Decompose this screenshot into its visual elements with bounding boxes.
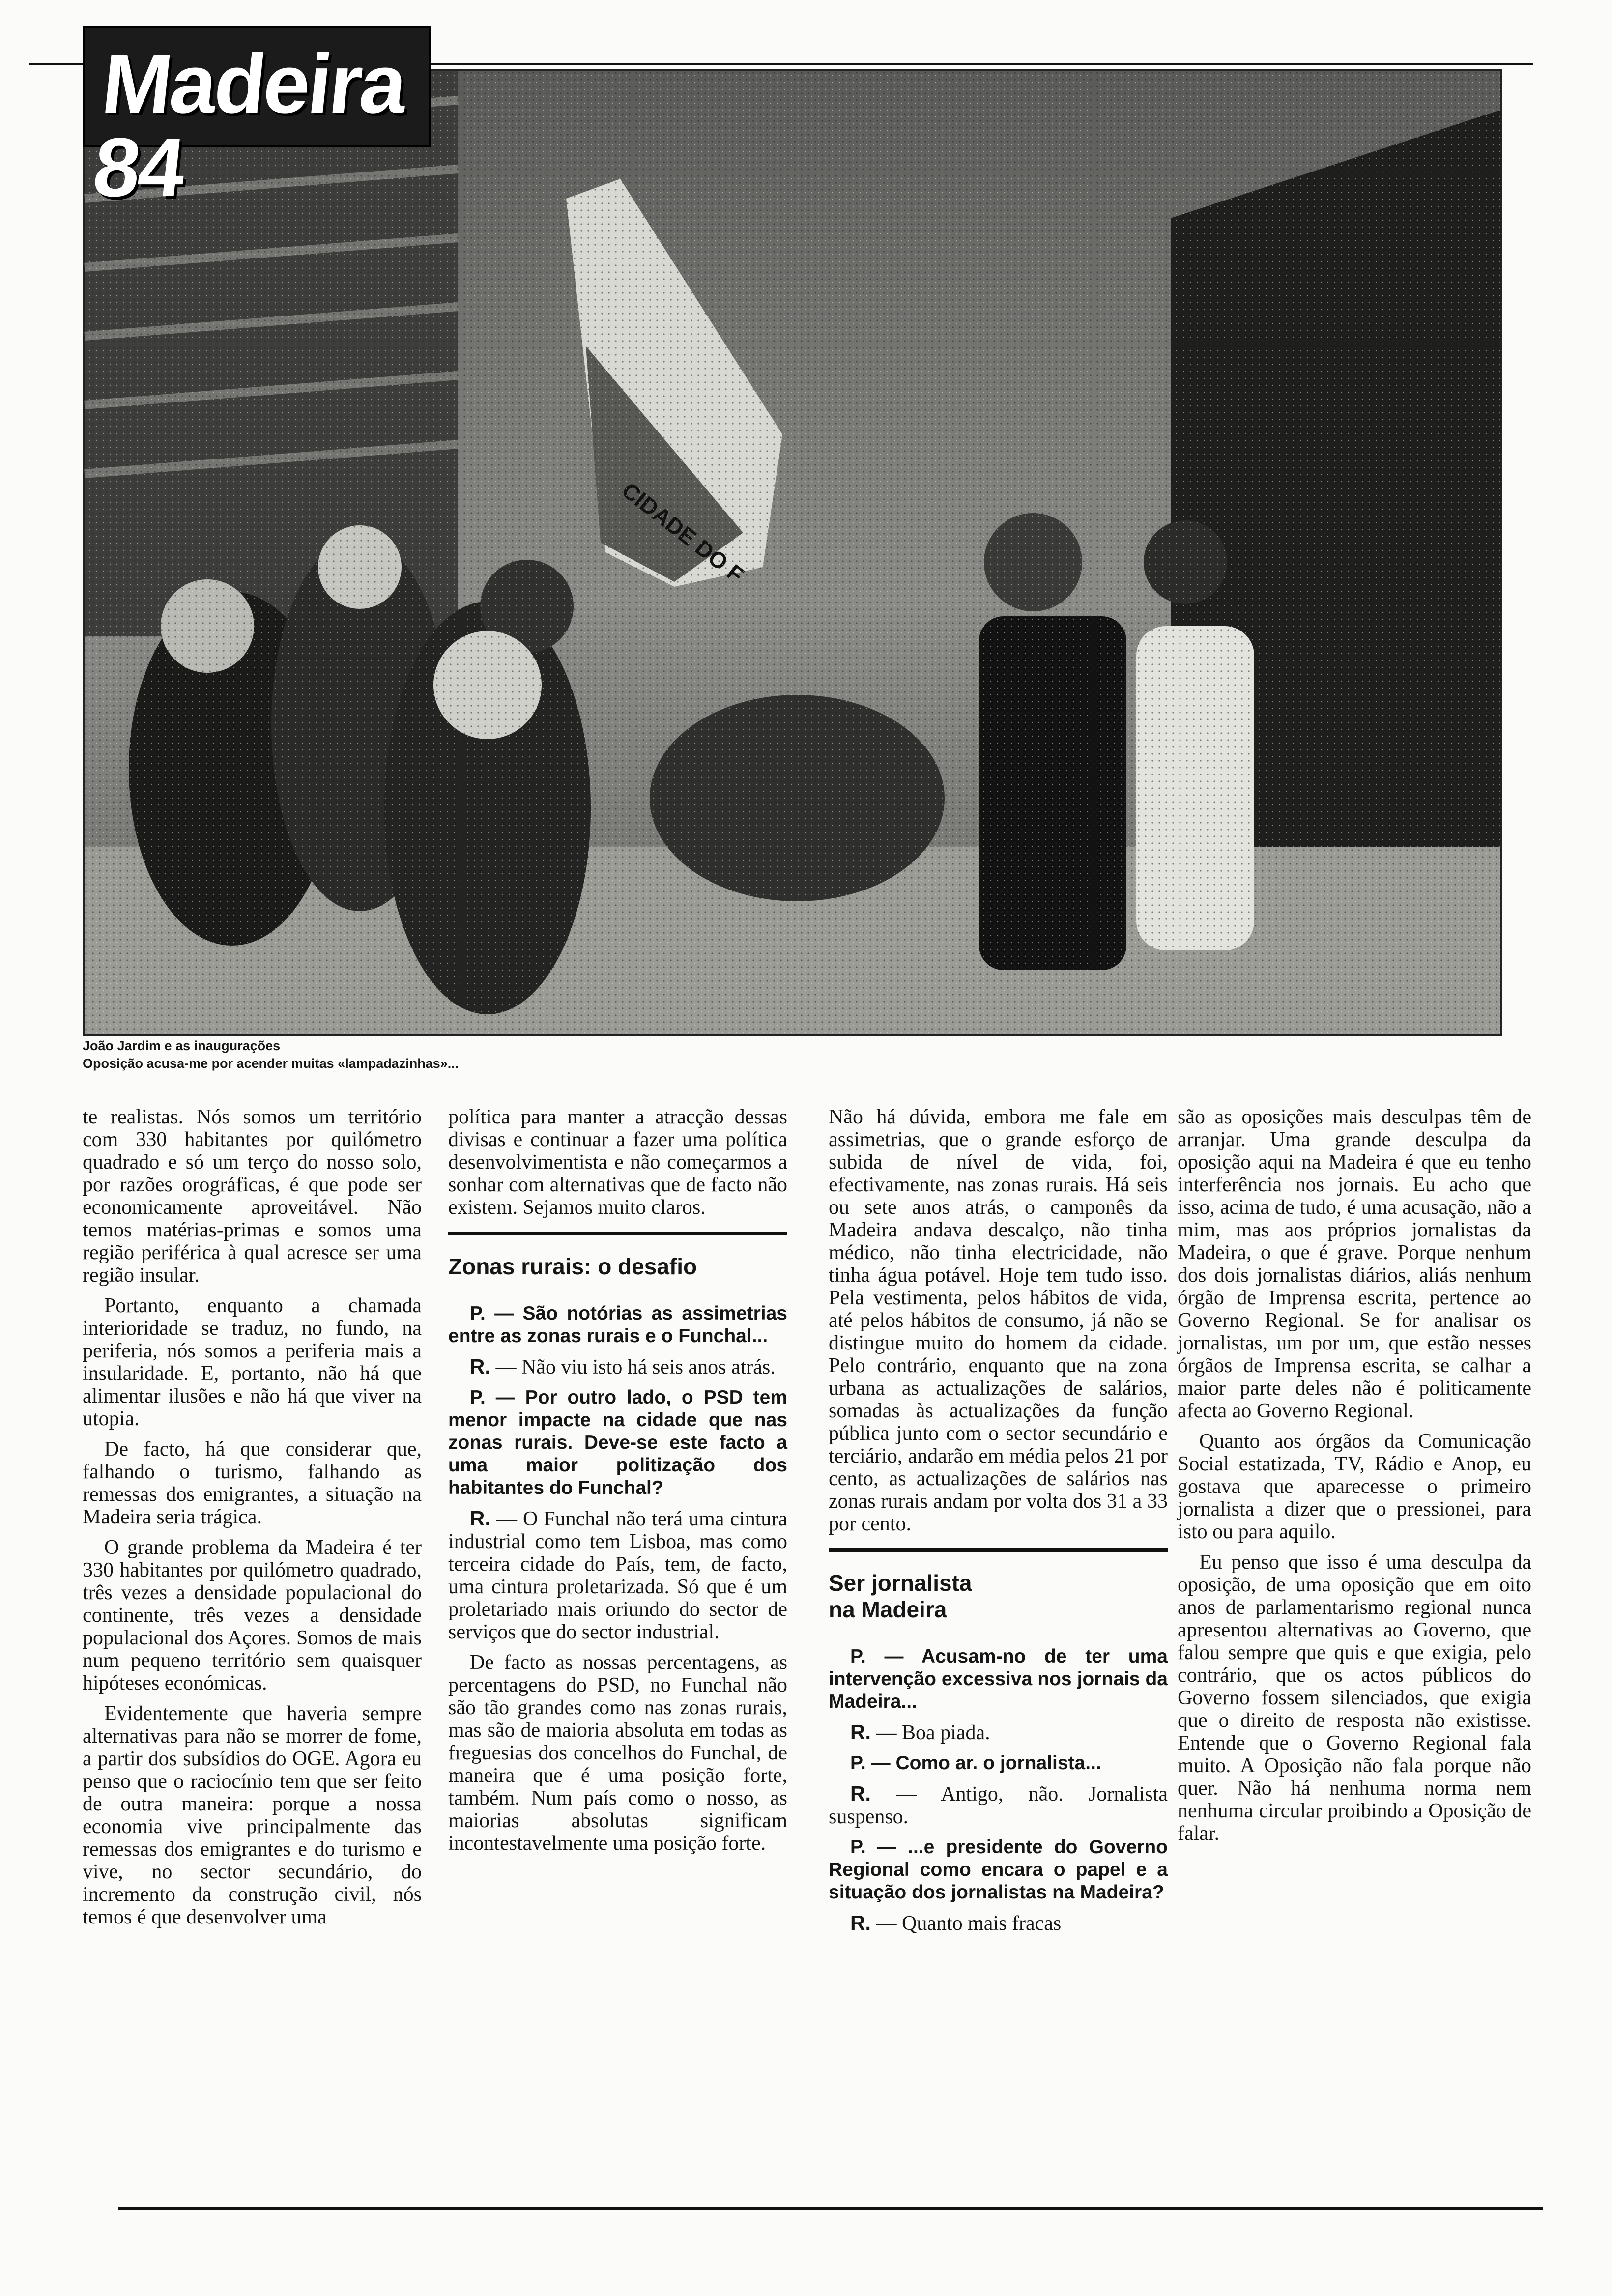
paragraph: política para manter a atracção dessas divisas e continuar a fazer uma política desenvolvimentista e não começarmos a sonhar com alternativas que de facto não existem. Sejamos muito claros. — [448, 1106, 787, 1219]
section-heading: Zonas rurais: o desafio — [448, 1254, 697, 1279]
paragraph: te realistas. Nós somos um território com 330 habitantes por quilómetro quadrado e só um terço do nosso solo, por razões orográficas, é que pode ser economicamente aproveitável. Não temos matérias-primas e somos uma região periférica à qual acresce ser uma região insular. — [83, 1106, 422, 1287]
bottom-rule — [118, 2207, 1543, 2210]
news-photo — [83, 69, 1502, 1036]
interview-question: P. — Como ar. o jornalista... — [850, 1752, 1101, 1774]
article-column-4 — [1178, 1106, 1531, 2197]
section-logo — [83, 26, 431, 214]
paragraph: De facto, há que considerar que, falhando o turismo, falhando as remessas dos emigrantes, a situação na Madeira seria trágica. — [83, 1438, 422, 1528]
photo-caption — [83, 1037, 967, 1072]
section-heading — [829, 1570, 1168, 1623]
answer-text: — Boa piada. — [871, 1722, 990, 1744]
interview-question: P. — Acusam-no de ter uma intervenção excessiva nos jornais da Madeira... — [829, 1646, 1168, 1712]
paragraph: Portanto, enquanto a chamada interioridade se traduz, no fundo, na periferia, nós somos a periferia mais a insularidade. E, portanto, não há que alimentar ilusões e não há que viver na utopia. — [83, 1294, 422, 1430]
paragraph: são as oposições mais desculpas têm de arranjar. Uma grande desculpa da oposição aqui na Madeira é que eu tenho interferência nos jornais. Eu acho que isso, acima de tudo, é uma acusação, não a mim, mas aos próprios jornalistas da Madeira, o que é grave. Porque nenhum dos dois jornalistas diários, aliás nenhum órgão de Imprensa escrita, pertence ao Governo Regional. Se for analisar os jornalistas, um por um, que estão nesses órgãos de Imprensa escrita, se calhar a maior parte deles não é politicamente afecta ao Governo Regional. — [1178, 1106, 1531, 1422]
answer-label: R. — [850, 1911, 871, 1934]
interview-answer — [829, 1721, 1168, 1744]
section-divider — [829, 1548, 1168, 1552]
interview-question: P. — ...e presidente do Governo Regional como encara o papel e a situação dos jornalistas na Madeira? — [829, 1837, 1168, 1903]
interview-answer — [448, 1355, 787, 1378]
answer-text: — Não viu isto há seis anos atrás. — [490, 1356, 776, 1378]
interview-answer — [829, 1782, 1168, 1828]
section-heading-line-2: na Madeira — [829, 1597, 947, 1622]
paragraph: De facto as nossas percentagens, as percentagens do PSD, no Funchal não são tão grandes como nas zonas rurais, mas são de maioria absoluta em todas as freguesias dos concelhos do Funchal, de maneira que é uma posição forte, também. Num país como o nosso, as maiorias absolutas significam incontestavelmente uma posição forte. — [448, 1651, 787, 1855]
section-logo-text: Madeira 84 — [89, 37, 410, 214]
section-heading-line-1: Ser jornalista — [829, 1570, 972, 1596]
paragraph: Não há dúvida, embora me fale em assimetrias, que o grande esforço de subida de nível de vida, foi, efectivamente, nas zonas rurais. Há seis ou sete anos atrás, o camponês da Madeira andava descalço, não tinha médico, não tinha electricidade, não tinha água potável. Hoje tem tudo isso. Pela vestimenta, pelos hábitos de vida, até pelos hábitos de consumo, já não se distingue muito do homem da cidade. Pelo contrário, enquanto que na zona urbana as actualizações de salários, somadas às actualizações da função pública junto com o sector secundário e terciário, andarão em média pelos 21 por cento, as actualizações de salários nas zonas rurais andam por volta dos 31 a 33 por cento. — [829, 1106, 1168, 1535]
article-column-1 — [83, 1106, 422, 2197]
paragraph: Eu penso que isso é uma desculpa da oposição, de uma oposição que em oito anos de parlamentarismo regional nunca apresentou alternativas ao Governo, que falou sempre que quis e que exigia, pelo contrário, que os actos públicos do Governo fossem silenciados, que exigia que o direito de resposta não existisse. Entende que o Governo Regional fala muito. A Oposição não fala porque não quer. Não há nenhuma norma nem nenhuma circular proibindo a Oposição de falar. — [1178, 1551, 1531, 1845]
article-column-3 — [829, 1106, 1168, 2197]
interview-question: P. — São notórias as assimetrias entre as zonas rurais e o Funchal... — [448, 1303, 787, 1347]
answer-text: — Quanto mais fracas — [871, 1912, 1062, 1935]
answer-label: R. — [470, 1355, 490, 1378]
answer-text: — Antigo, não. Jornalista suspenso. — [829, 1783, 1168, 1828]
interview-answer — [829, 1912, 1168, 1935]
paragraph: O grande problema da Madeira é ter 330 habitantes por quilómetro quadrado, três vezes a densidade populacional do continente, três vezes a densidade populacional dos Açores. Somos de mais num pequeno território sem quaisquer hipóteses económicas. — [83, 1536, 422, 1694]
article-column-2 — [448, 1106, 787, 2197]
caption-line-1: João Jardim e as inaugurações — [83, 1038, 281, 1053]
section-divider — [448, 1232, 787, 1235]
answer-label: R. — [850, 1782, 871, 1805]
caption-line-2: Oposição acusa-me por acender muitas «lampadazinhas»... — [83, 1056, 459, 1071]
answer-label: R. — [850, 1721, 871, 1744]
photo-image — [85, 71, 1500, 1034]
interview-question: P. — Por outro lado, o PSD tem menor impacte na cidade que nas zonas rurais. Deve-se este facto a uma maior politização dos habitantes do Funchal? — [448, 1387, 787, 1498]
paragraph: Quanto aos órgãos da Comunicação Social estatizada, TV, Rádio e Anop, eu gostava que aparecesse o primeiro jornalista a dizer que o pressionei, para isto ou para aquilo. — [1178, 1430, 1531, 1543]
answer-label: R. — [470, 1507, 490, 1530]
paragraph: Evidentemente que haveria sempre alternativas para não se morrer de fome, a partir dos subsídios do OGE. Agora eu penso que o raciocínio tem que ser feito de outra maneira: porque a nossa economia vive principalmente das remessas dos emigrantes e do turismo e vive, no sector secundário, do incremento da construção civil, nós temos é que desenvolver uma — [83, 1702, 422, 1928]
answer-text: — O Funchal não terá uma cintura industrial como tem Lisboa, mas como terceira cidade do País, tem, de facto, uma cintura proletarizada. Só que é um proletariado mais oriundo do sector de serviços que do sector industrial. — [448, 1508, 787, 1643]
interview-answer — [448, 1507, 787, 1643]
